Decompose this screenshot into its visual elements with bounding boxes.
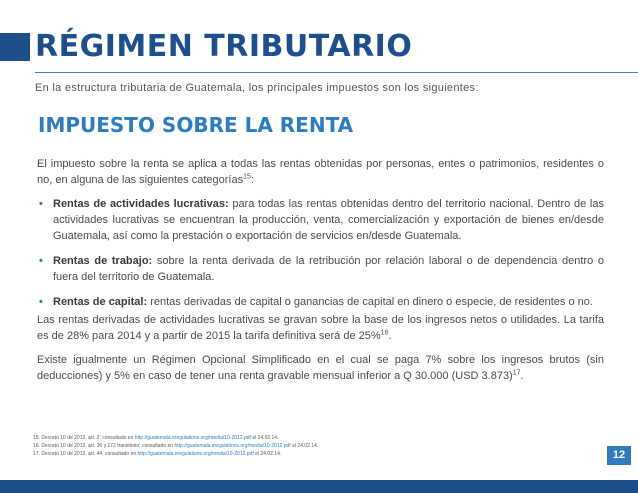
list-item-text: para todas las rentas obtenidas dentro del territorio nacional. Dentro de las actividades lucrativas se encuentran la producción, venta, comercialización y exportación de bienes en/desde Guatemala, así como la prestación o exportación de servicios en/desde Guatemala. [53, 198, 604, 242]
paragraph-2-end: . [388, 330, 392, 342]
section-title: IMPUESTO SOBRE LA RENTA [38, 113, 354, 137]
list-item [37, 253, 604, 285]
footnote-text: 15. Decreto 10 de 2012, art. 2; consultado en [33, 435, 135, 441]
list-item-label: Rentas de capital: [53, 296, 148, 308]
list-item [37, 294, 604, 310]
paragraph-2-text: Las rentas derivadas de actividades lucrativas se gravan sobre la base de los ingresos netos o utilidades. La tarifa es de 28% para 2014 y a partir de 2015 la tarifa definitiva será de 25% [37, 314, 604, 342]
paragraph-2 [37, 312, 604, 344]
page-number: 12 [607, 446, 631, 465]
footer-bar [0, 480, 638, 493]
bullet-icon: • [39, 255, 43, 267]
page-title: RÉGIMEN TRIBUTARIO [35, 29, 413, 64]
list-item-text: sobre la renta derivada de la retribución por relación laboral o de dependencia dentro o fuera del territorio de Guatemala. [53, 255, 605, 283]
footnote [33, 434, 318, 442]
paragraph-3-end: . [520, 370, 524, 382]
footnote-ref-15: 15 [243, 173, 251, 181]
footnote [33, 450, 318, 458]
footnote-text: 17. Decreto 10 de 2012, art. 44; consultado en [33, 451, 138, 457]
bullet-icon: • [39, 198, 43, 210]
title-accent-bar [0, 33, 30, 61]
footnote-text: 16. Decreto 10 de 2012, art. 36 y 172 transitorio; consultado en [33, 443, 175, 449]
paragraph-1-end: : [250, 174, 254, 186]
footnote-date: el 24.02.14. [290, 443, 319, 449]
footnote-link[interactable]: http://guatemala.eregulations.org/media/10-2012.pdf [137, 451, 254, 457]
footnote-link[interactable]: http://guatemala.eregulations.org/media/10-2012.pdf [174, 443, 291, 449]
list-item [37, 196, 604, 244]
paragraph-3-text: Existe igualmente un Régimen Opcional Simplificado en el cual se paga 7% sobre los ingresos brutos (sin deducciones) y 5% en caso de tener una renta gravable mensual inferior a Q 30.000 (USD 3.873) [37, 354, 604, 382]
title-divider [35, 72, 638, 73]
bullet-icon: • [39, 296, 43, 308]
footnote-ref-16: 16 [380, 329, 389, 337]
list-item-text: rentas derivadas de capital o ganancias de capital en dinero o especie, de residentes o no. [147, 296, 593, 308]
paragraph-1-text: El impuesto sobre la renta se aplica a todas las rentas obtenidas por personas, entes o patrimonios, residentes o no, en alguna de las siguientes categorías [37, 158, 604, 186]
category-list [37, 196, 604, 310]
footnote-date: el 24.02.14. [253, 451, 282, 457]
intro-text: En la estructura tributaria de Guatemala, los principales impuestos son los siguientes: [35, 82, 479, 94]
footnote-ref-17: 17 [512, 369, 521, 377]
list-item-label: Rentas de trabajo: [53, 255, 153, 267]
paragraph-1 [37, 156, 604, 188]
paragraph-3 [37, 352, 604, 384]
footnote [33, 442, 318, 450]
footnotes [33, 434, 318, 458]
list-item-label: Rentas de actividades lucrativas: [53, 198, 229, 210]
footnote-date: el 24.02.14. [250, 435, 279, 441]
footnote-link[interactable]: http://guatemala.eregulations.org/media/10-2012.pdf [134, 435, 251, 441]
